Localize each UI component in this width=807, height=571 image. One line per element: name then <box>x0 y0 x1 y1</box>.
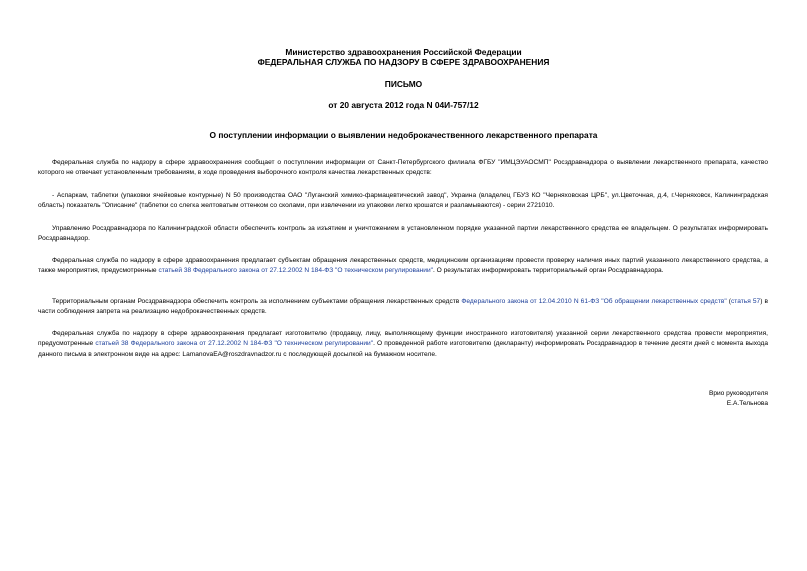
service-name: ФЕДЕРАЛЬНАЯ СЛУЖБА ПО НАДЗОРУ В СФЕРЕ ЗДРАВООХРАНЕНИЯ <box>257 57 550 67</box>
paragraph-6 <box>38 329 768 360</box>
paragraph-5-text-a: Территориальным органам Росздравнадзора обеспечить контроль за исполнением субъектами обращения лекарственных средств <box>52 298 462 305</box>
document-type: ПИСЬМО <box>384 79 423 89</box>
paragraph-2: - Аспаркам, таблетки (упаковки ячейковые контурные) N 50 производства ОАО "Луганский химико-фармацевтический завод", Украина (владелец ГБУЗ КО "Черняховская ЦРБ", ул.Цветочная, д.4, г.Черняховск, Калининградская область) показатель "Описание" (таблетки со слегка желтоватым оттенком со сколами, при извлечении из упаковки легко крошатся и разламываются) - серии 2721010. <box>38 192 768 210</box>
paragraph-5-text-mid: ( <box>726 298 731 305</box>
paragraph-3: Управлению Росздравнадзора по Калининградской области обеспечить контроль за изъятием и уничтожением в установленном порядке указанной партии лекарственного средства ее владельцем. О результатах информировать Росздравнадзор. <box>38 225 768 243</box>
law-184-article-38-link-2[interactable]: статьей 38 Федерального закона от 27.12.2002 N 184-ФЗ "О техническом регулировании" <box>95 340 374 348</box>
paragraph-4-text-b: . О результатах информировать территориальный орган Росздравнадзора. <box>433 267 664 275</box>
signatory-position: Врио руководителя <box>708 390 768 397</box>
law-61-link[interactable]: Федерального закона от 12.04.2010 N 61-ФЗ "Об обращении лекарственных средств" <box>461 298 727 305</box>
paragraph-5 <box>38 297 768 318</box>
law-184-article-38-link[interactable]: статьей 38 Федерального закона от 27.12.2002 N 184-ФЗ "О техническом регулировании" <box>158 267 434 275</box>
ministry-name: Министерство здравоохранения Российской Федерации <box>285 47 522 57</box>
paragraph-4-text-a: Федеральная служба по надзору в сфере здравоохранения предлагает субъектам обращения лекарственных средств, медицинским организациям провести проверку наличия иных партий указанного лекарственного средства, а также мероприятия, предусмотренные <box>38 257 768 275</box>
document-date-number: от 20 августа 2012 года N 04И-757/12 <box>328 100 479 110</box>
paragraph-6-text-a: Федеральная служба по надзору в сфере здравоохранения предлагает изготовителю (продавцу, лицу, выполняющему функции иностранного изготовителя) указанной серии лекарственного средства провести мероприятия, предусмотренные <box>38 330 768 348</box>
paragraph-4 <box>38 256 768 277</box>
paragraph-1: Федеральная служба по надзору в сфере здравоохранения сообщает о поступлении информации от Санкт-Петербургского филиала ФГБУ "ИМЦЭУАОСМП" Росздравнадзора о выявлении лекарственного препарата, качество которого не отвечает установленным требованиям, в ходе проведения выборочного контроля качества лекарственных средств: <box>38 159 768 177</box>
article-57-link[interactable]: статья 57 <box>731 298 761 305</box>
document-title: О поступлении информации о выявлении недоброкачественного лекарственного препарата <box>209 130 598 140</box>
paragraph-5-text-b: ) в части соблюдения запрета на реализацию недоброкачественных средств. <box>38 298 769 316</box>
paragraph-6-text-b: . О проведенной работе изготовителю (декларанту) информировать Росздравнадзор в течение десяти дней с момента выхода данного письма в электронном виде на адрес: LamanovaEA@roszdravnadzor.ru с последующей досылкой на бумажном носителе. <box>38 340 768 358</box>
signatory-name: Е.А.Тельнова <box>726 400 768 407</box>
